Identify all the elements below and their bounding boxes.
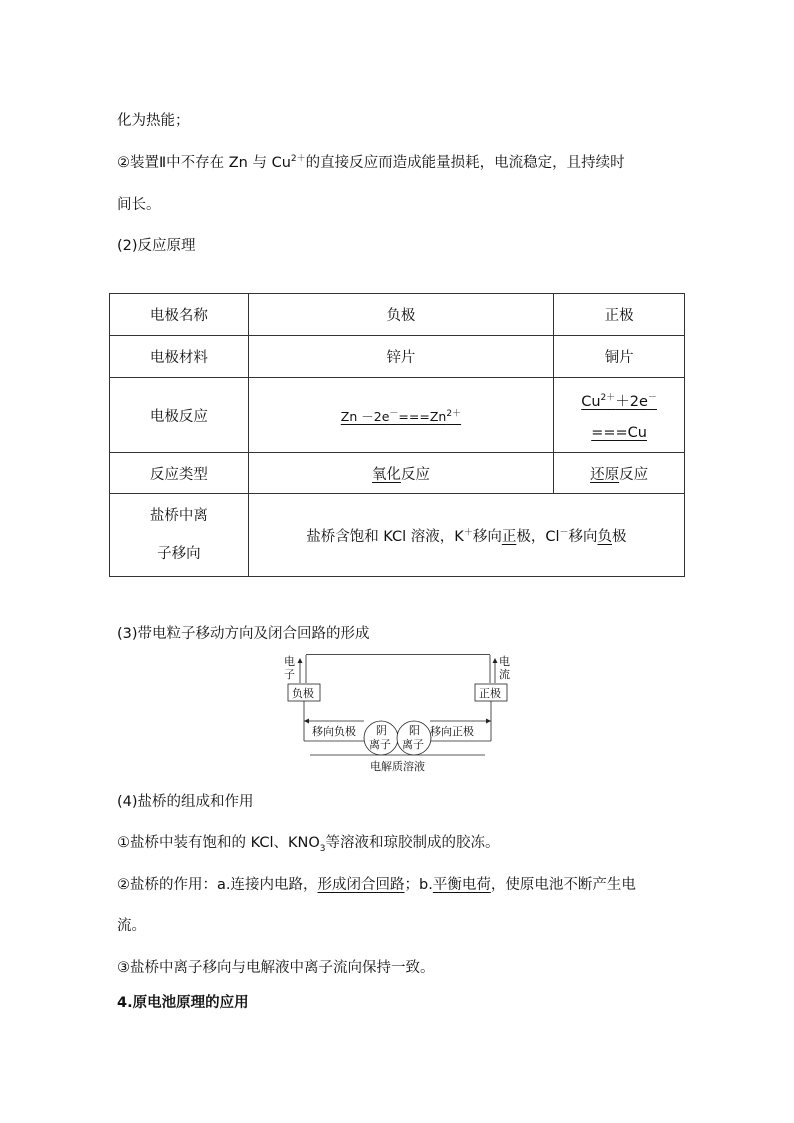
paragraph-text: 化为热能； <box>117 113 190 129</box>
section-heading: (3)带电粒子移动方向及闭合回路的形成 <box>117 626 370 642</box>
table-cell: 负极 <box>248 294 553 336</box>
reaction-principle-table <box>109 293 685 577</box>
electrolyte-label: 电解质溶液 <box>370 760 425 773</box>
table-cell: 电极材料 <box>110 336 249 378</box>
paragraph-text: 流。 <box>117 918 146 934</box>
table-cell: 电极反应 <box>110 378 249 453</box>
current-label: 电 <box>499 655 510 668</box>
negative-electrode-label: 负极 <box>292 687 314 700</box>
table-cell: 锌片 <box>248 336 553 378</box>
cation-label: 离子 <box>402 738 424 751</box>
table-row <box>110 294 685 336</box>
anion-direction-label: 移向负极 <box>312 725 356 738</box>
paragraph-text: ②盐桥的作用：a.连接内电路，形成闭合回路；b.平衡电荷，使原电池不断产生电 <box>117 877 636 893</box>
cation-label: 阳 <box>409 724 420 737</box>
table-row <box>110 494 685 577</box>
table-cell: 铜片 <box>554 336 685 378</box>
section-heading: (4)盐桥的组成和作用 <box>117 794 254 810</box>
positive-electrode-label: 正极 <box>479 687 501 700</box>
salt-bridge-migration-cell: 盐桥含饱和 KCl 溶液，K＋移向正极，Cl－移向负极 <box>248 494 684 577</box>
table-cell: 还原反应 <box>554 453 685 494</box>
anion-label: 离子 <box>369 738 391 751</box>
table-cell: 氧化反应 <box>248 453 553 494</box>
anion-label: 阴 <box>376 724 387 737</box>
table-row <box>110 336 685 378</box>
table-row <box>110 378 685 453</box>
table-cell: 正极 <box>554 294 685 336</box>
positive-electrode-equation: $Cu^{2+}+2e^-$ ===Cu <box>554 378 685 453</box>
section-heading: (2)反应原理 <box>117 238 196 254</box>
paragraph-text: ②装置Ⅱ中不存在 Zn 与 $Cu^{2+}$的直接反应而造成能量损耗，电流稳定，且持续时 <box>117 154 625 171</box>
table-row <box>110 453 685 494</box>
paragraph-text: 间长。 <box>117 197 161 213</box>
table-cell: 盐桥中离 子移向 <box>110 494 249 577</box>
section-heading: 4.原电池原理的应用 <box>117 995 249 1011</box>
closed-circuit-diagram <box>280 651 520 777</box>
table-cell: 电极名称 <box>110 294 249 336</box>
paragraph-text: ③盐桥中离子移向与电解液中离子流向保持一致。 <box>117 960 435 976</box>
table-cell: 反应类型 <box>110 453 249 494</box>
current-label: 流 <box>499 668 510 681</box>
electron-label: 子 <box>284 668 295 681</box>
electron-label: 电 <box>284 655 295 668</box>
negative-electrode-equation: $Zn -2e^-===Zn^{2+}$ <box>248 378 553 453</box>
cation-direction-label: 移向正极 <box>430 725 474 738</box>
paragraph-text: ①盐桥中装有饱和的 KCl、$KNO_3$等溶液和琼胶制成的胶冻。 <box>117 835 500 854</box>
